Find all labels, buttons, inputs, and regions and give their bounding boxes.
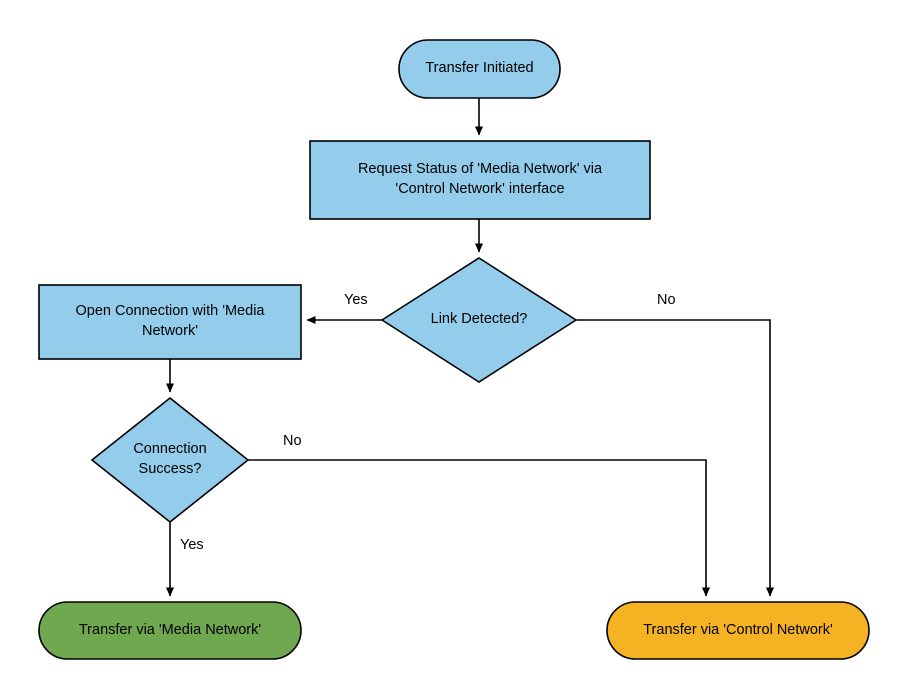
- node-link-detected-shape[interactable]: [382, 258, 576, 382]
- node-request-shape[interactable]: [310, 141, 650, 219]
- node-transfer-media-label: Transfer via 'Media Network': [78, 621, 262, 638]
- node-link-detected-label: Link Detected?: [430, 311, 528, 328]
- node-start-shape[interactable]: [399, 40, 560, 98]
- node-transfer-media-shape[interactable]: [39, 602, 301, 659]
- edge-label-link-no: No: [657, 292, 676, 308]
- node-transfer-control-label: Transfer via 'Control Network': [643, 621, 833, 638]
- node-connection-success-shape[interactable]: [92, 398, 248, 522]
- node-open-connection-shape[interactable]: [39, 285, 301, 359]
- node-open-connection-label: Open Connection with 'Media Network': [75, 303, 265, 339]
- node-request-label: Request Status of 'Media Network' via 'Control Network' interface: [357, 161, 603, 197]
- edge-label-success-yes: Yes: [180, 537, 204, 553]
- node-connection-success-label: Connection Success?: [133, 441, 207, 477]
- node-start-label: Transfer Initiated: [425, 60, 534, 77]
- edge-link-no-to-control: [576, 320, 770, 596]
- edge-label-success-no: No: [283, 433, 302, 449]
- edge-success-no-to-control: [248, 460, 706, 596]
- edge-label-link-yes: Yes: [344, 292, 368, 308]
- node-transfer-control-shape[interactable]: [607, 602, 869, 659]
